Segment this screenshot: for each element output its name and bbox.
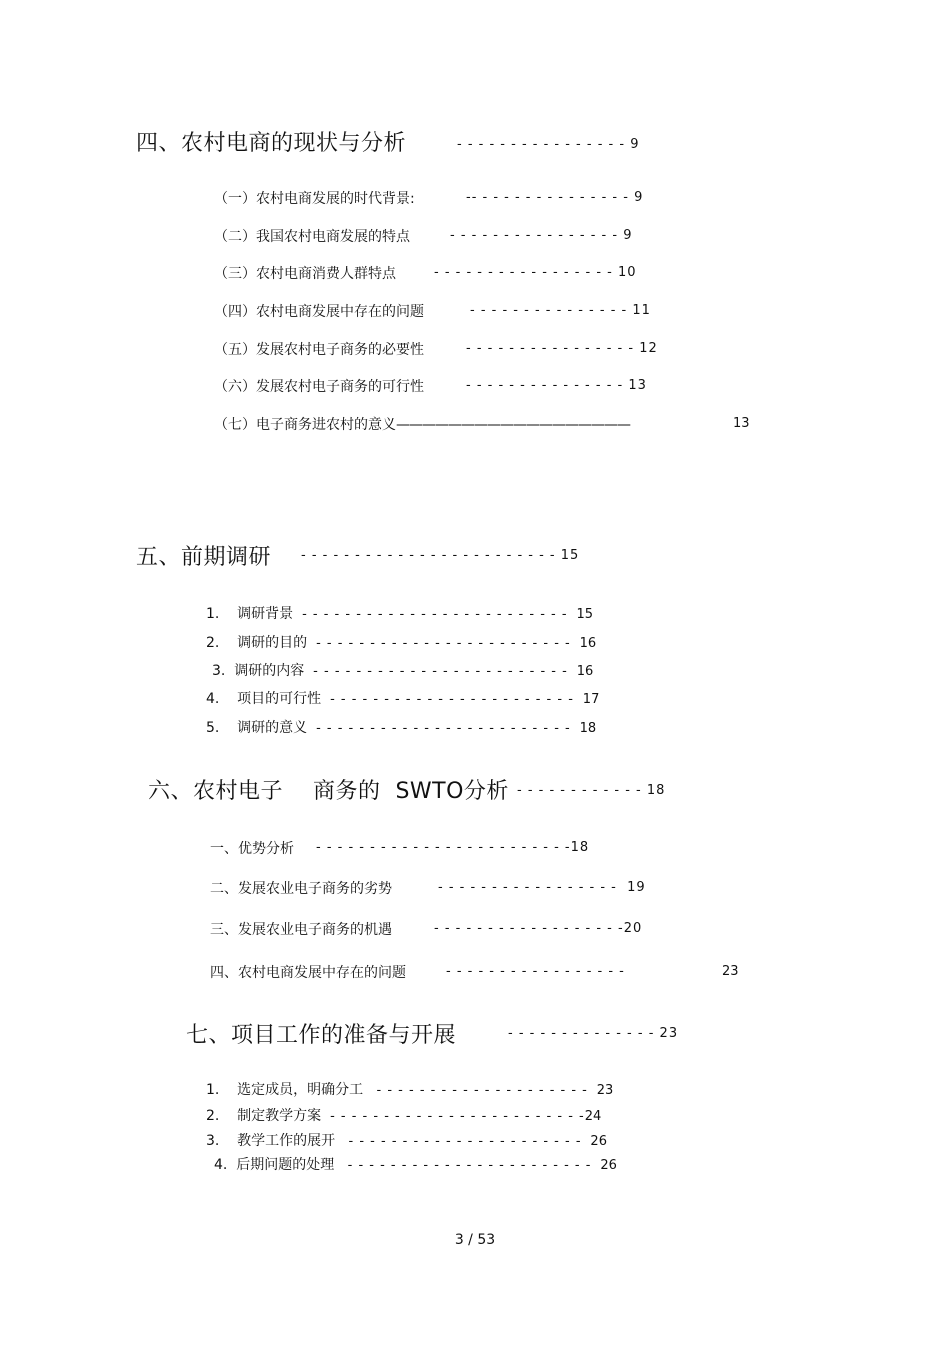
- item-label: （六）发展农村电子商务的可行性: [214, 379, 424, 395]
- leader-dots: - - - - - - - - - - - - - - - - -: [438, 880, 617, 895]
- leader-dots: -- - - - - - - - - - - - - - -: [466, 190, 629, 205]
- page-number: 23: [659, 1026, 679, 1041]
- page-number: 23: [596, 1083, 614, 1098]
- toc-item: [214, 263, 396, 283]
- heading-label: 四、农村电商的现状与分析: [136, 131, 407, 156]
- page-number: 24: [584, 1109, 602, 1124]
- toc-item: [210, 919, 392, 939]
- toc-item: [206, 603, 593, 623]
- item-label: 三、发展农业电子商务的机遇: [210, 922, 392, 938]
- item-label: （四）农村电商发展中存在的问题: [214, 304, 424, 320]
- item-number: 2.: [206, 1108, 220, 1124]
- page-number: 18: [646, 783, 666, 798]
- toc-item: [214, 414, 630, 434]
- leader-dots: - - - - - - - - - - - - - - - - - - - - - - - - -: [302, 607, 568, 622]
- leader-dots: - - - - - - - - - - - - - - - - - - - - - - - -: [313, 664, 568, 679]
- leader-dots: - - - - - - - - - - - - - - - - - - - - - - - -: [316, 636, 571, 651]
- leader-dots: - - - - - - - - - - - - - - - -: [457, 137, 626, 152]
- leader-dots: - - - - - - - - - - - - - - - - - - - - - -: [348, 1134, 582, 1149]
- toc-item: [206, 688, 599, 708]
- toc-item: [212, 660, 593, 680]
- page-number: 26: [590, 1134, 607, 1149]
- leader-dots: - - - - - - - - - - - - - - - -: [450, 228, 619, 243]
- item-label: 项目的可行性: [237, 691, 322, 707]
- section-heading: [186, 1018, 456, 1049]
- page-number: 23: [722, 964, 739, 979]
- item-label: 二、发展农业电子商务的劣势: [210, 881, 392, 897]
- leader-dots: - - - - - - - - - - - - - - -: [466, 378, 624, 393]
- item-number: 3.: [206, 1133, 220, 1149]
- item-label: 一、优势分析: [210, 841, 294, 857]
- page-number: 18: [579, 721, 597, 736]
- toc-item: [206, 1130, 607, 1150]
- page-number: 13: [733, 416, 750, 431]
- item-label: （三）农村电商消费人群特点: [214, 266, 396, 282]
- item-leader: [434, 921, 642, 936]
- toc-item: [210, 962, 406, 982]
- leader-dots: - - - - - - - - - - - - - - - - - - - -: [376, 1083, 588, 1098]
- toc-item: [214, 226, 410, 246]
- page-number: 10: [618, 265, 637, 280]
- page-number: 20: [623, 921, 643, 936]
- toc-item: [206, 717, 596, 737]
- page-number: 9: [623, 228, 633, 243]
- item-leader: [466, 190, 643, 205]
- item-label: （七）电子商务进农村的意义: [214, 417, 396, 433]
- leader-dots: - - - - - - - - - - - - - - - - - - - - - - - -: [316, 840, 571, 855]
- leader-dots: - - - - - - - - - - - - - -: [508, 1026, 655, 1041]
- toc-item: [214, 188, 415, 208]
- leader-line: ——————————————————: [396, 417, 630, 433]
- section-heading: [148, 774, 509, 805]
- toc-item: [206, 1079, 613, 1099]
- page-number: 15: [560, 548, 580, 563]
- heading-label: 五、前期调研: [136, 545, 272, 570]
- item-number: 2.: [206, 635, 220, 651]
- page-indicator: 3 / 53: [454, 1232, 496, 1248]
- item-leader: [466, 341, 658, 356]
- item-leader: [434, 265, 637, 280]
- leader-dots: - - - - - - - - - - - - - - - - - - - - - - -: [347, 1158, 592, 1173]
- item-number: 3.: [212, 663, 226, 679]
- item-label: （五）发展农村电子商务的必要性: [214, 342, 424, 358]
- heading-label: 七、项目工作的准备与开展: [186, 1023, 457, 1048]
- leader-dots: - - - - - - - - - - - - - - - - - - - - - - - -: [301, 548, 556, 563]
- item-label: 调研背景: [237, 606, 294, 622]
- page-number: 19: [627, 880, 646, 895]
- leader-dots: - - - - - - - - - - - - - - -: [470, 303, 628, 318]
- item-leader: [470, 303, 651, 318]
- page-number: 9: [634, 190, 644, 205]
- toc-item: [214, 339, 424, 359]
- leader-dots: - - - - - - - - - - - - - - - - -: [446, 964, 625, 979]
- leader-dots: - - - - - - - - - - - - - - - - - - - - - - - -: [316, 721, 571, 736]
- leader-dots: - - - - - - - - - - - - - - - - -: [434, 265, 613, 280]
- leader-dots: - - - - - - - - - - - - - - - - - - - - - - -: [330, 692, 574, 707]
- toc-item: [210, 878, 392, 898]
- section-heading: [136, 126, 406, 157]
- item-leader: [316, 840, 589, 855]
- toc-item: [214, 1154, 617, 1174]
- item-leader: [438, 880, 646, 895]
- item-label: 调研的内容: [234, 663, 305, 679]
- heading-leader: [517, 783, 665, 798]
- page-number: 15: [576, 607, 593, 622]
- page-number: 26: [600, 1158, 617, 1173]
- page-number: 11: [632, 303, 651, 318]
- page-number: 13: [628, 378, 647, 393]
- page-number: 16: [579, 636, 597, 651]
- item-number: 4.: [206, 691, 220, 707]
- item-leader: [446, 964, 625, 979]
- item-number: 1.: [206, 1082, 220, 1098]
- heading-leader: [457, 137, 639, 152]
- item-leader: [466, 378, 647, 393]
- item-label: （二）我国农村电商发展的特点: [214, 229, 410, 245]
- toc-item: [206, 1105, 601, 1125]
- item-label: 调研的意义: [237, 720, 308, 736]
- page-number: 16: [576, 664, 594, 679]
- leader-dots: - - - - - - - - - - - - - - - - - - - - - - - -: [330, 1109, 585, 1124]
- toc-item: [214, 376, 424, 396]
- toc-item: [214, 301, 424, 321]
- toc-item: [210, 838, 294, 858]
- item-number: 5.: [206, 720, 220, 736]
- page-number: 12: [639, 341, 658, 356]
- item-label: 调研的目的: [237, 635, 308, 651]
- item-label: 后期问题的处理: [236, 1157, 335, 1173]
- heading-label: 六、农村电子 商务的 SWTO分析: [148, 779, 509, 804]
- page-number: 18: [570, 840, 590, 855]
- leader-dots: - - - - - - - - - - - - - - - - - -: [434, 921, 624, 936]
- item-leader: [450, 228, 632, 243]
- leader-dots: - - - - - - - - - - - - - - - -: [466, 341, 635, 356]
- item-label: 教学工作的展开: [237, 1133, 336, 1149]
- toc-item: [206, 632, 596, 652]
- page-number: 9: [630, 137, 640, 152]
- leader-dots: - - - - - - - - - - - -: [517, 783, 642, 798]
- item-number: 4.: [214, 1157, 228, 1173]
- item-label: 选定成员，明确分工: [237, 1082, 364, 1098]
- item-label: （一）农村电商发展的时代背景:: [214, 191, 415, 207]
- heading-leader: [301, 548, 579, 563]
- item-label: 四、农村电商发展中存在的问题: [210, 965, 406, 981]
- page-number: 17: [582, 692, 600, 707]
- heading-leader: [508, 1026, 678, 1041]
- item-label: 制定教学方案: [237, 1108, 322, 1124]
- item-number: 1.: [206, 606, 220, 622]
- section-heading: [136, 540, 271, 571]
